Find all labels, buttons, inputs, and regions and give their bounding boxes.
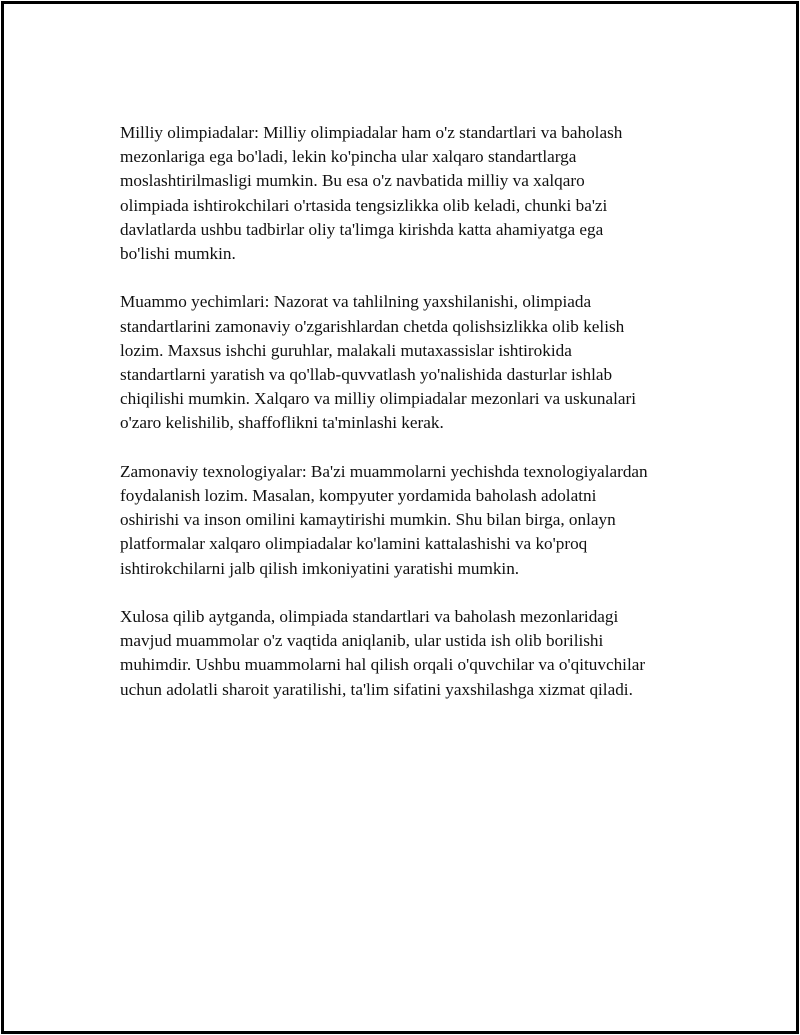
text-line: muhimdir. Ushbu muammolarni hal qilish orqali o'quvchilar va o'qituvchilar bbox=[120, 655, 646, 675]
text-line: oshirishi va inson omilini kamaytirishi mumkin. Shu bilan birga, onlayn bbox=[120, 510, 616, 530]
text-line: mavjud muammolar o'z vaqtida aniqlanib, ular ustida ish olib borilishi bbox=[120, 631, 604, 651]
text-line: Zamonaviy texnologiyalar: Ba'zi muammolarni yechishda texnologiyalardan bbox=[120, 461, 648, 481]
text-line: bo'lishi mumkin. bbox=[120, 244, 236, 264]
text-line: standartlarini zamonaviy o'zgarishlardan chetda qolishsizlikka olib kelish bbox=[120, 316, 625, 336]
text-line: olimpiada ishtirokchilari o'rtasida tengsizlikka olib keladi, chunki ba'zi bbox=[120, 195, 608, 215]
text-line: standartlarni yaratish va qo'llab-quvvatlash yo'nalishida dasturlar ishlab bbox=[120, 365, 613, 385]
text-line: lozim. Maxsus ishchi guruhlar, malakali mutaxassislar ishtirokida bbox=[120, 340, 572, 360]
paragraph-milliy-olimpiadalar bbox=[120, 121, 700, 266]
text-line: platformalar xalqaro olimpiadalar ko'lamini kattalashishi va ko'proq bbox=[120, 534, 588, 554]
paragraph-muammo-yechimlari bbox=[120, 290, 700, 435]
text-line: uchun adolatli sharoit yaratilishi, ta'lim sifatini yaxshilashga xizmat qiladi. bbox=[120, 679, 633, 699]
text-line: chiqilishi mumkin. Xalqaro va milliy olimpiadalar mezonlari va uskunalari bbox=[120, 389, 636, 409]
text-line: Xulosa qilib aytganda, olimpiada standartlari va baholash mezonlaridagi bbox=[120, 607, 619, 627]
text-line: Muammo yechimlari: Nazorat va tahlilning yaxshilanishi, olimpiada bbox=[120, 292, 592, 312]
paragraph-zamonaviy-texnologiyalar bbox=[120, 460, 700, 581]
document-body bbox=[120, 121, 700, 726]
text-line: moslashtirilmasligi mumkin. Bu esa o'z navbatida milliy va xalqaro bbox=[120, 171, 585, 191]
document-page bbox=[1, 1, 799, 1034]
text-line: foydalanish lozim. Masalan, kompyuter yordamida baholash adolatni bbox=[120, 486, 597, 506]
paragraph-xulosa bbox=[120, 605, 700, 702]
text-line: davlatlarda ushbu tadbirlar oliy ta'limga kirishda katta ahamiyatga ega bbox=[120, 219, 604, 239]
text-line: ishtirokchilarni jalb qilish imkoniyatini yaratishi mumkin. bbox=[120, 558, 520, 578]
text-line: o'zaro kelishilib, shaffoflikni ta'minlashi kerak. bbox=[120, 413, 444, 433]
text-line: mezonlariga ega bo'ladi, lekin ko'pincha ular xalqaro standartlarga bbox=[120, 147, 577, 167]
text-line: Milliy olimpiadalar: Milliy olimpiadalar ham o'z standartlari va baholash bbox=[120, 123, 623, 142]
